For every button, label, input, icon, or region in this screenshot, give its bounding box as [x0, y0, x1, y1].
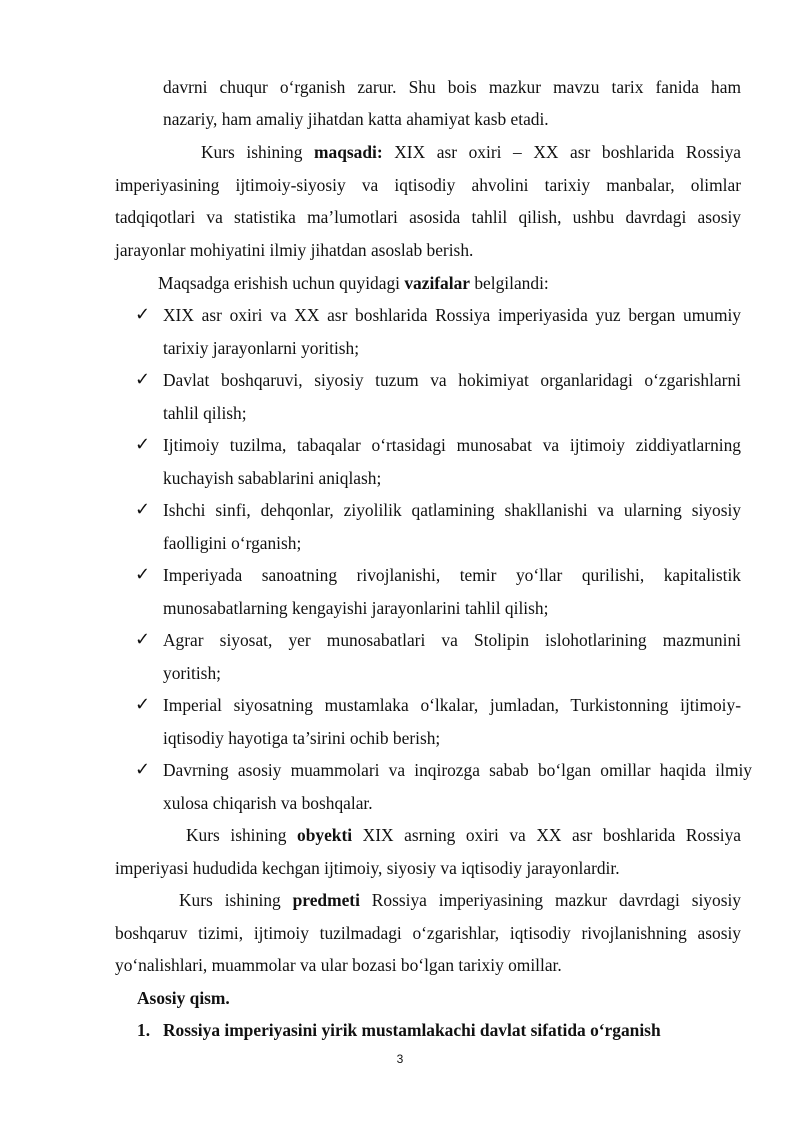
object-term: obyekti [297, 825, 353, 845]
main-part-heading: Asosiy qism. [137, 988, 230, 1008]
task-3-line-1: Ijtimoiy tuzilma, tabaqalar o‘rtasidagi munosabat va ijtimoiy ziddiyatlarning [163, 435, 741, 455]
check-icon: ✓ [135, 304, 151, 325]
task-4-line-2: faolligini o‘rganish; [163, 533, 302, 553]
section-1-title: Rossiya imperiyasini yirik mustamlakachi davlat sifatida o‘rganish [163, 1020, 661, 1040]
section-1-number: 1. [137, 1020, 151, 1040]
task-7-line-1: Imperial siyosatning mustamlaka o‘lkalar, jumladan, Turkistonning ijtimoiy- [163, 695, 741, 715]
goal-line-1: Kurs ishining maqsadi: XIX asr oxiri – XX asr boshlarida Rossiya [201, 142, 741, 162]
goal-line-2: imperiyasining ijtimoiy-siyosiy va iqtisodiy ahvolini tarixiy manbalar, olimlar [115, 175, 741, 195]
object-line-1: Kurs ishining obyekti XIX asrning oxiri va XX asr boshlarida Rossiya [186, 825, 741, 845]
subject-line-2: boshqaruv tizimi, ijtimoiy tuzilmadagi o‘zgarishlar, iqtisodiy rivojlanishning asosiy [115, 923, 741, 943]
task-5-line-1: Imperiyada sanoatning rivojlanishi, temir yo‘llar qurilishi, kapitalistik [163, 565, 741, 585]
task-5-line-2: munosabatlarning kengayishi jarayonlarini tahlil qilish; [163, 598, 549, 618]
check-icon: ✓ [135, 369, 151, 390]
task-8-line-2: xulosa chiqarish va boshqalar. [163, 793, 373, 813]
check-icon: ✓ [135, 434, 151, 455]
check-icon: ✓ [135, 499, 151, 520]
subject-line-1: Kurs ishining predmeti Rossiya imperiyasining mazkur davrdagi siyosiy [179, 890, 741, 910]
check-icon: ✓ [135, 564, 151, 585]
task-1-line-2: tarixiy jarayonlarni yoritish; [163, 338, 360, 358]
object-line-2: imperiyasi hududida kechgan ijtimoiy, siyosiy va iqtisodiy jarayonlardir. [115, 858, 620, 878]
task-6-line-1: Agrar siyosat, yer munosabatlari va Stolipin islohotlarining mazmunini [163, 630, 741, 650]
check-icon: ✓ [135, 759, 151, 780]
task-3-line-2: kuchayish sabablarini aniqlash; [163, 468, 382, 488]
task-7-line-2: iqtisodiy hayotiga ta’sirini ochib berish; [163, 728, 441, 748]
task-6-line-2: yoritish; [163, 663, 221, 683]
subject-term: predmeti [292, 890, 360, 910]
subject-line-3: yo‘nalishlari, muammolar va ular bozasi bo‘lgan tarixiy omillar. [115, 955, 562, 975]
check-icon: ✓ [135, 694, 151, 715]
task-2-line-2: tahlil qilish; [163, 403, 247, 423]
check-icon: ✓ [135, 629, 151, 650]
page-number: 3 [396, 1052, 404, 1066]
task-8-line-1: Davrning asosiy muammolari va inqirozga sabab bo‘lgan omillar haqida ilmiy [163, 760, 752, 780]
goal-line-4: jarayonlar mohiyatini ilmiy jihatdan asoslab berish. [115, 240, 474, 260]
intro-line-2: nazariy, ham amaliy jihatdan katta ahamiyat kasb etadi. [163, 109, 549, 129]
task-4-line-1: Ishchi sinfi, dehqonlar, ziyolilik qatlamining shakllanishi va ularning siyosiy [163, 500, 741, 520]
tasks-intro: Maqsadga erishish uchun quyidagi vazifalar belgilandi: [158, 273, 549, 293]
goal-line-3: tadqiqotlari va statistika ma’lumotlari asosida tahlil qilish, ushbu davrdagi asosiy [115, 207, 741, 227]
task-2-line-1: Davlat boshqaruvi, siyosiy tuzum va hokimiyat organlaridagi o‘zgarishlarni [163, 370, 741, 390]
intro-line-1: davrni chuqur o‘rganish zarur. Shu bois mazkur mavzu tarix fanida ham [163, 77, 741, 97]
tasks-term: vazifalar [404, 273, 471, 293]
goal-term: maqsadi: [314, 142, 383, 162]
task-1-line-1: XIX asr oxiri va XX asr boshlarida Rossiya imperiyasida yuz bergan umumiy [163, 305, 741, 325]
